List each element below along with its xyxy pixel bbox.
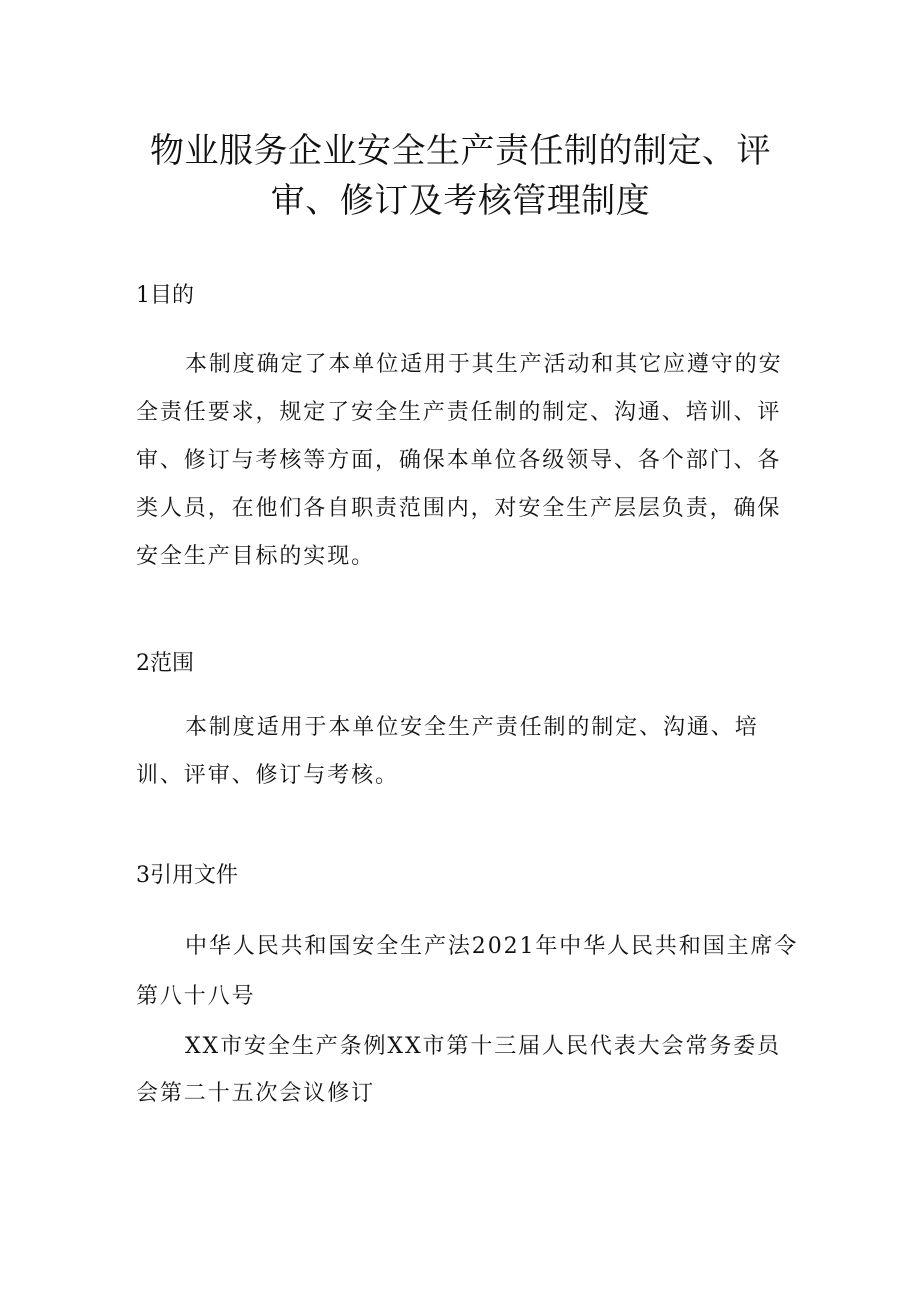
reference-line: 会第二十五次会议修订	[136, 1081, 376, 1106]
paragraph-line: 类人员，在他们各自职责范围内，对安全生产层层负责，确保	[136, 496, 782, 521]
document-title-line-1: 物业服务企业安全生产责任制的制定、评	[150, 131, 771, 171]
section-heading-scope: 2范围	[136, 651, 194, 676]
reference-line: XX市安全生产条例XX市第十三届人民代表大会常务委员	[185, 1034, 782, 1059]
paragraph-line: 审、修订与考核等方面，确保本单位各级领导、各个部门、各	[136, 448, 782, 473]
paragraph-line: 本制度适用于本单位安全生产责任制的制定、沟通、培	[185, 715, 759, 740]
document-title-line-2: 审、修订及考核管理制度	[270, 181, 651, 221]
paragraph-line: 本制度确定了本单位适用于其生产活动和其它应遵守的安	[185, 352, 783, 377]
reference-line: 第八十八号	[136, 984, 256, 1009]
paragraph-line: 安全生产目标的实现。	[136, 544, 376, 569]
paragraph-line: 训、评审、修订与考核。	[136, 763, 399, 788]
reference-line: 中华人民共和国安全生产法2021年中华人民共和国主席令	[185, 934, 799, 959]
section-heading-purpose: 1目的	[136, 283, 194, 308]
paragraph-line: 全责任要求，规定了安全生产责任制的制定、沟通、培训、评	[136, 400, 782, 425]
section-heading-references: 3引用文件	[136, 863, 238, 888]
